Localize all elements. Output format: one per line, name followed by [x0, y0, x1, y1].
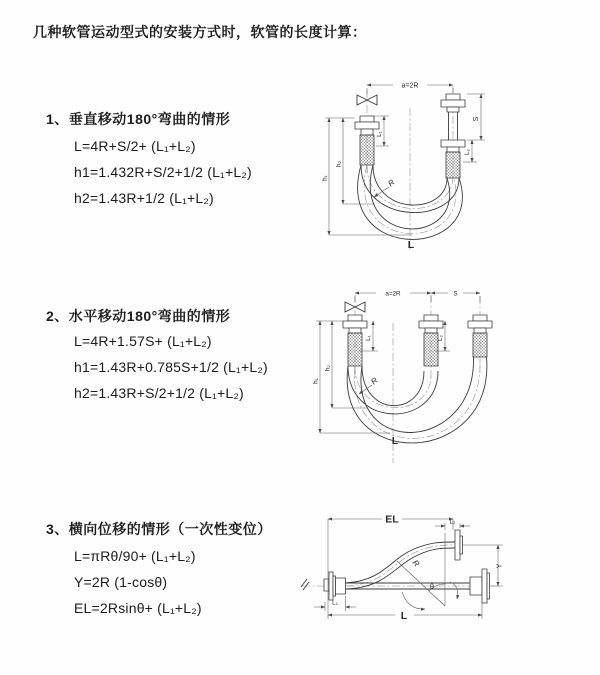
dim-label-h2: h₂ [324, 365, 332, 371]
dim-label-l1: L₁ [332, 599, 338, 607]
dim-label-r: R [386, 177, 397, 189]
section-1-formula-L: L=4R+S/2+ (L₁+L₂) [74, 138, 196, 154]
page-title: 几种软管运动型式的安装方式时，软管的长度计算： [33, 24, 367, 40]
section-3-formula-Y: Y=2R (1-cosθ) [74, 574, 168, 590]
dim-label-l2: L₂ [437, 335, 444, 341]
section-2-formula-h1: h1=1.43R+0.785S+1/2 (L₁+L₂) [74, 359, 268, 375]
dim-label-y: Y [496, 563, 504, 569]
dimensions [314, 514, 504, 623]
section-1-formula-h2: h2=1.43R+1/2 (L₁+L₂) [74, 190, 214, 206]
dim-label-r: R [369, 375, 380, 387]
dim-label-l: L [400, 610, 408, 622]
dim-label-s: S [473, 116, 480, 122]
dim-label-h1: h₁ [312, 378, 320, 384]
left-flange [324, 572, 346, 600]
diagram-vertical-180-bend [315, 78, 573, 256]
diagram-lateral-displacement [298, 503, 600, 658]
dim-label-l: L [391, 435, 399, 447]
section-2-formula-L: L=4R+1.57S+ (L₁+L₂) [74, 333, 212, 349]
section-3-heading: 3、横向位移的情形（一次性变位） [46, 521, 272, 537]
section-2-formula-h2: h2=1.43R+S/2+1/2 (L₁+L₂) [74, 385, 244, 401]
dim-label-s: S [453, 290, 458, 298]
dim-label-l2: L₂ [449, 518, 456, 526]
dim-label-h1: h₁ [321, 175, 329, 181]
left-fitting [343, 315, 367, 366]
centerlines [364, 86, 456, 250]
right-fitting [468, 315, 492, 357]
section-3-formula-L: L=πRθ/90+ (L₁+L₂) [74, 548, 196, 564]
dim-label-a2r: a=2R [385, 290, 401, 298]
dim-label-l1: L₁ [376, 131, 383, 137]
dim-label-theta: θ [430, 584, 434, 591]
dimensions [322, 83, 486, 252]
section-2-heading: 2、水平移动180°弯曲的情形 [46, 308, 231, 324]
dim-label-l1: L₁ [365, 335, 372, 341]
dim-label-el: EL [385, 513, 399, 526]
dim-label-r: R [410, 558, 422, 569]
section-1-formula-h1: h1=1.432R+S/2+1/2 (L₁+L₂) [74, 164, 252, 180]
section-1-heading: 1、垂直移动180°弯曲的情形 [46, 111, 231, 127]
section-3-formula-EL: EL=2Rsinθ+ (L₁+L₂) [74, 600, 202, 616]
left-fitting [355, 116, 379, 165]
dim-label-l2: L₂ [464, 149, 471, 155]
dim-label-l: L [407, 239, 415, 251]
centerline-break-mark [301, 579, 309, 590]
dim-label-a2r: a=2R [401, 82, 419, 90]
dim-label-h2: h₂ [335, 161, 343, 167]
hose-arcs [347, 357, 487, 443]
diagram-horizontal-180-bend [310, 283, 572, 468]
